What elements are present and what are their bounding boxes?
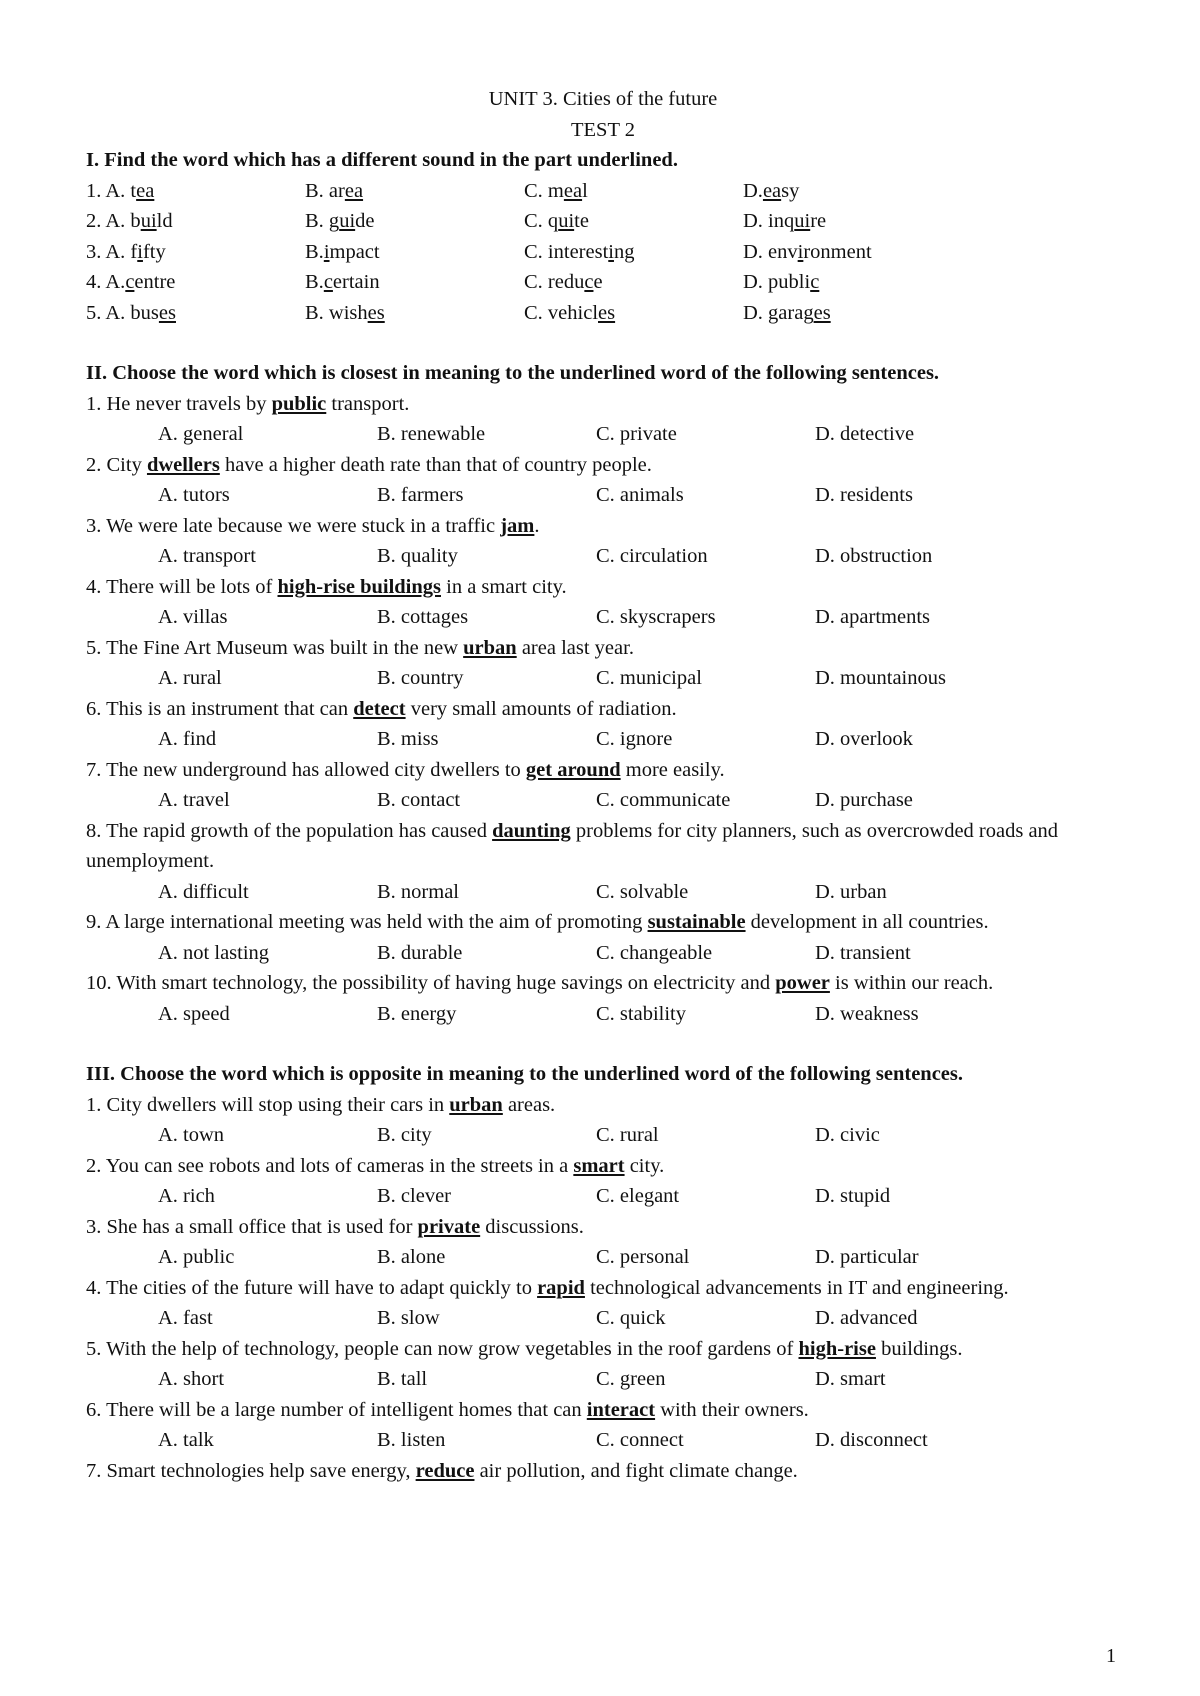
option-text-pre: D. garag <box>743 301 814 324</box>
underlined-word: interact <box>586 1398 656 1421</box>
answer-option[interactable]: B. energy <box>377 1002 457 1025</box>
doc-subtitle: TEST 2 <box>571 118 635 141</box>
underlined-word: smart <box>573 1154 625 1177</box>
option-text-pre: D. publi <box>743 271 811 293</box>
underlined-part: i <box>608 240 614 263</box>
question-post: more easily. <box>620 758 725 781</box>
question-text <box>86 1212 1120 1243</box>
sound-option <box>305 176 524 207</box>
answer-option[interactable]: B. tall <box>377 1368 428 1390</box>
option-text-pre: C. redu <box>524 271 585 293</box>
section-2-questions <box>86 389 1120 1030</box>
sound-option <box>524 237 743 268</box>
underlined-part: ui <box>140 210 157 232</box>
underlined-part: ui <box>339 210 356 232</box>
answer-option[interactable]: D. overlook <box>815 728 913 750</box>
answer-option[interactable]: B. contact <box>377 789 461 811</box>
answer-option[interactable]: D. apartments <box>815 606 930 628</box>
section-2-heading: II. Choose the word which is closest in meaning to the underlined word of the following sentences. <box>86 362 940 384</box>
underlined-part: c <box>584 271 594 293</box>
question-pre: 9. A large international meeting was held with the aim of promoting <box>86 911 648 933</box>
option-text-post: e <box>593 271 603 293</box>
underlined-part: c <box>810 271 820 293</box>
answer-options <box>86 938 1120 969</box>
underlined-part: es <box>598 301 616 324</box>
answer-option[interactable]: B. quality <box>377 545 458 567</box>
question-text <box>86 389 1120 420</box>
question-text <box>86 511 1120 542</box>
question-pre: 1. City dwellers will stop using their cars in <box>86 1093 450 1116</box>
answer-options <box>86 724 1120 755</box>
option-text-pre: D. inq <box>743 210 795 232</box>
underlined-word: high-rise buildings <box>277 575 441 598</box>
underlined-word: high-rise <box>798 1337 876 1360</box>
sound-option <box>524 298 743 329</box>
underlined-part: ea <box>762 179 782 202</box>
question-text <box>86 1090 1120 1121</box>
section-1-heading: I. Find the word which has a different sound in the part underlined. <box>86 149 678 171</box>
answer-option[interactable]: C. animals <box>596 484 684 506</box>
answer-options <box>86 1303 1120 1334</box>
underlined-part: ea <box>563 179 583 202</box>
question-pre: 1. He never travels by <box>86 392 272 415</box>
answer-option[interactable]: C. rural <box>596 1124 659 1146</box>
underlined-word: get around <box>525 758 621 781</box>
question-pre: 2. City <box>86 453 147 476</box>
question-pre: 5. The Fine Art Museum was built in the new <box>86 636 464 659</box>
page-number: 1 <box>1106 1645 1116 1667</box>
option-text-post: ng <box>613 240 635 263</box>
answer-options <box>86 602 1120 633</box>
question-text <box>86 633 1120 664</box>
sound-option <box>524 267 743 298</box>
option-text-post: de <box>355 210 375 232</box>
underlined-part: i <box>323 240 330 263</box>
question-pre: 5. With the help of technology, people can now grow vegetables in the roof gardens of <box>86 1337 799 1360</box>
option-text-pre: C. q <box>524 210 559 232</box>
question-text <box>86 755 1120 786</box>
answer-options <box>86 1242 1120 1273</box>
option-text-pre: D. env <box>743 240 798 263</box>
question-pre: 10. With smart technology, the possibility of having huge savings on electricity and <box>86 972 776 994</box>
answer-option[interactable]: A. speed <box>158 1002 230 1025</box>
question-post: in a smart city. <box>441 575 567 598</box>
option-text-pre: B. g <box>305 210 340 232</box>
answer-option[interactable]: C. green <box>596 1368 666 1390</box>
underlined-word: jam <box>500 514 535 537</box>
question-pre: 3. She has a small office that is used for <box>86 1215 418 1238</box>
answer-option[interactable]: B. miss <box>377 728 439 750</box>
answer-option[interactable]: D. civic <box>815 1124 880 1146</box>
question-post: technological advancements in IT and engineering. <box>584 1276 1009 1299</box>
sound-option <box>305 267 524 298</box>
option-text-post: ertain <box>332 271 380 293</box>
answer-option[interactable]: D. disconnect <box>815 1429 928 1451</box>
underlined-part: es <box>367 301 385 324</box>
answer-options <box>86 541 1120 572</box>
answer-option[interactable]: C. connect <box>596 1429 684 1451</box>
answer-option[interactable]: A. fast <box>158 1307 213 1329</box>
question-post: problems for city planners, such as overcrowded roads and unemployment. <box>86 819 1059 872</box>
answer-option[interactable]: A. villas <box>158 606 228 628</box>
sound-row <box>86 298 1120 329</box>
question-post: discussions. <box>480 1215 584 1238</box>
answer-option[interactable]: C. municipal <box>596 667 702 689</box>
question-text <box>86 450 1120 481</box>
option-text-post: ld <box>156 210 173 232</box>
question-text <box>86 572 1120 603</box>
sound-option <box>524 176 743 207</box>
answer-option[interactable]: B. durable <box>377 941 463 964</box>
question-pre: 7. The new underground has allowed city dwellers to <box>86 758 526 781</box>
question-post: have a higher death rate than that of country people. <box>219 453 652 476</box>
underlined-part: c <box>125 271 135 293</box>
answer-options <box>86 1181 1120 1212</box>
answer-option[interactable]: C. communicate <box>596 789 731 811</box>
underlined-word: rapid <box>537 1276 585 1299</box>
answer-options <box>86 480 1120 511</box>
underlined-part: ea <box>344 179 364 202</box>
answer-options <box>86 1120 1120 1151</box>
option-text-post: re <box>810 210 827 232</box>
answer-option[interactable]: A. public <box>158 1246 235 1268</box>
sound-option <box>305 237 524 268</box>
option-text-post: entre <box>134 271 176 293</box>
option-text-pre: C. m <box>524 179 564 202</box>
question-post: development in all countries. <box>745 911 989 933</box>
answer-option[interactable]: A. find <box>158 728 217 750</box>
question-text <box>86 1456 1120 1487</box>
question-post: city. <box>624 1154 665 1177</box>
answer-option[interactable]: A. travel <box>158 789 230 811</box>
underlined-word: reduce <box>415 1459 475 1482</box>
sound-option <box>743 206 962 237</box>
underlined-word: public <box>271 392 327 415</box>
answer-option[interactable]: D. purchase <box>815 789 913 811</box>
underlined-word: sustainable <box>647 911 746 933</box>
answer-option[interactable]: D. stupid <box>815 1185 891 1207</box>
option-text-pre: B. ar <box>305 179 345 202</box>
question-post: is within our reach. <box>829 972 994 994</box>
answer-option[interactable]: C. quick <box>596 1307 666 1329</box>
question-post: transport. <box>326 392 410 415</box>
answer-option[interactable]: B. alone <box>377 1246 446 1268</box>
underlined-part: es <box>158 301 176 324</box>
section-3-questions <box>86 1090 1120 1487</box>
option-text-pre: D. <box>743 179 763 202</box>
question-text <box>86 1395 1120 1426</box>
answer-option[interactable]: A. general <box>158 423 244 445</box>
doc-title: UNIT 3. Cities of the future <box>488 88 718 110</box>
question-text <box>86 1334 1120 1365</box>
answer-option[interactable]: B. clever <box>377 1185 451 1207</box>
option-text-pre: 5. A. bus <box>86 301 159 324</box>
option-text-pre: B. wish <box>305 301 368 324</box>
question-text <box>86 907 1120 938</box>
answer-options <box>86 877 1120 908</box>
sound-option <box>305 298 524 329</box>
option-text-pre: B. <box>305 240 324 263</box>
answer-option[interactable]: A. talk <box>158 1429 214 1451</box>
underlined-word: power <box>775 972 830 994</box>
option-text-post: fty <box>142 240 166 263</box>
option-text-post: l <box>582 179 588 202</box>
answer-option[interactable]: B. country <box>377 667 464 689</box>
question-text <box>86 694 1120 725</box>
sound-option <box>86 206 305 237</box>
question-post: area last year. <box>516 636 634 659</box>
question-post: areas. <box>502 1093 556 1116</box>
answer-options <box>86 1364 1120 1395</box>
underlined-part: i <box>797 240 804 263</box>
answer-option[interactable]: B. normal <box>377 880 459 903</box>
underlined-word: urban <box>449 1093 503 1116</box>
option-text-pre: C. interest <box>524 240 609 263</box>
option-text-post: te <box>574 210 589 232</box>
section-3-heading: III. Choose the word which is opposite in meaning to the underlined word of the following sentences. <box>86 1063 963 1085</box>
sound-row <box>86 237 1120 268</box>
sound-option <box>86 267 305 298</box>
underlined-word: urban <box>463 636 517 659</box>
underlined-word: private <box>417 1215 481 1238</box>
answer-option[interactable]: D. urban <box>815 880 887 903</box>
sound-option <box>524 206 743 237</box>
answer-option[interactable]: C. private <box>596 423 677 445</box>
answer-option[interactable]: B. renewable <box>377 423 486 445</box>
answer-option[interactable]: C. skyscrapers <box>596 606 716 628</box>
sound-row <box>86 206 1120 237</box>
sound-option <box>743 237 962 268</box>
answer-option[interactable]: B. cottages <box>377 606 469 628</box>
answer-options <box>86 663 1120 694</box>
answer-option[interactable]: D. particular <box>815 1246 919 1268</box>
sound-option <box>305 206 524 237</box>
answer-options <box>86 419 1120 450</box>
question-pre: 4. There will be lots of <box>86 575 278 598</box>
answer-option[interactable]: B. city <box>377 1124 432 1146</box>
answer-option[interactable]: C. circulation <box>596 545 708 567</box>
question-pre: 7. Smart technologies help save energy, <box>86 1459 416 1482</box>
underlined-word: daunting <box>492 819 571 842</box>
answer-option[interactable]: D. detective <box>815 423 915 445</box>
answer-option[interactable]: B. slow <box>377 1307 440 1329</box>
document-page <box>86 84 1120 1486</box>
answer-option[interactable]: D. smart <box>815 1368 886 1390</box>
option-text-pre: C. vehicl <box>524 301 599 324</box>
option-text-pre: 3. A. f <box>86 240 138 263</box>
option-text-post: ronment <box>803 240 872 263</box>
question-pre: 2. You can see robots and lots of cameras in the streets in a <box>86 1154 574 1177</box>
answer-option[interactable]: A. difficult <box>158 880 249 903</box>
answer-option[interactable]: D. weakness <box>815 1002 919 1025</box>
option-text-post: sy <box>781 179 800 202</box>
option-text-pre: B. <box>305 271 324 293</box>
question-post: with their owners. <box>655 1398 809 1421</box>
question-pre: 3. We were late because we were stuck in a traffic <box>86 514 501 537</box>
option-text-pre: 1. A. t <box>86 179 137 202</box>
underlined-word: detect <box>353 697 406 720</box>
answer-option[interactable]: C. solvable <box>596 880 689 903</box>
question-text <box>86 816 1120 877</box>
section-1-grid <box>86 176 1120 329</box>
question-post: . <box>534 514 540 537</box>
sound-row <box>86 176 1120 207</box>
answer-option[interactable]: A. transport <box>158 545 256 567</box>
answer-options <box>86 999 1120 1030</box>
question-post: buildings. <box>875 1337 963 1360</box>
question-text <box>86 1151 1120 1182</box>
answer-option[interactable]: A. rich <box>158 1185 215 1207</box>
underlined-part: i <box>137 240 143 263</box>
sound-option <box>86 176 305 207</box>
answer-option[interactable]: A. town <box>158 1124 225 1146</box>
answer-option[interactable]: D. advanced <box>815 1307 918 1329</box>
underlined-part: es <box>813 301 831 324</box>
sound-option <box>743 176 962 207</box>
answer-option[interactable]: B. farmers <box>377 484 464 506</box>
underlined-part: ea <box>136 179 155 202</box>
question-text <box>86 1273 1120 1304</box>
answer-option[interactable]: C. personal <box>596 1246 690 1268</box>
question-pre: 6. This is an instrument that can <box>86 697 354 720</box>
question-post: very small amounts of radiation. <box>405 697 677 720</box>
sound-option <box>743 298 962 329</box>
answer-option[interactable]: A. tutors <box>158 484 230 506</box>
underlined-part: ui <box>794 210 811 232</box>
underlined-part: c <box>323 271 333 293</box>
underlined-word: dwellers <box>146 453 220 476</box>
question-pre: 8. The rapid growth of the population has caused <box>86 819 493 842</box>
option-text-pre: 4. A. <box>86 271 126 293</box>
answer-option[interactable]: C. ignore <box>596 728 673 750</box>
answer-option[interactable]: A. short <box>158 1368 225 1390</box>
answer-option[interactable]: D. residents <box>815 484 913 506</box>
answer-option[interactable]: D. mountainous <box>815 667 946 689</box>
sound-option <box>86 298 305 329</box>
answer-options <box>86 785 1120 816</box>
answer-option[interactable]: D. obstruction <box>815 545 933 567</box>
question-text <box>86 968 1120 999</box>
option-text-post: mpact <box>329 240 380 263</box>
question-post: air pollution, and fight climate change. <box>474 1459 798 1482</box>
sound-row <box>86 267 1120 298</box>
question-pre: 4. The cities of the future will have to adapt quickly to <box>86 1276 538 1299</box>
sound-option <box>86 237 305 268</box>
sound-option <box>743 267 962 298</box>
answer-option[interactable]: A. rural <box>158 667 222 689</box>
underlined-part: ui <box>558 210 575 232</box>
answer-option[interactable]: C. elegant <box>596 1185 680 1207</box>
answer-option[interactable]: C. stability <box>596 1002 686 1025</box>
option-text-pre: 2. A. b <box>86 210 141 232</box>
answer-options <box>86 1425 1120 1456</box>
answer-option[interactable]: C. changeable <box>596 941 713 964</box>
question-pre: 6. There will be a large number of intelligent homes that can <box>86 1398 587 1421</box>
answer-option[interactable]: A. not lasting <box>158 941 270 964</box>
answer-option[interactable]: B. listen <box>377 1429 446 1451</box>
answer-option[interactable]: D. transient <box>815 941 911 964</box>
